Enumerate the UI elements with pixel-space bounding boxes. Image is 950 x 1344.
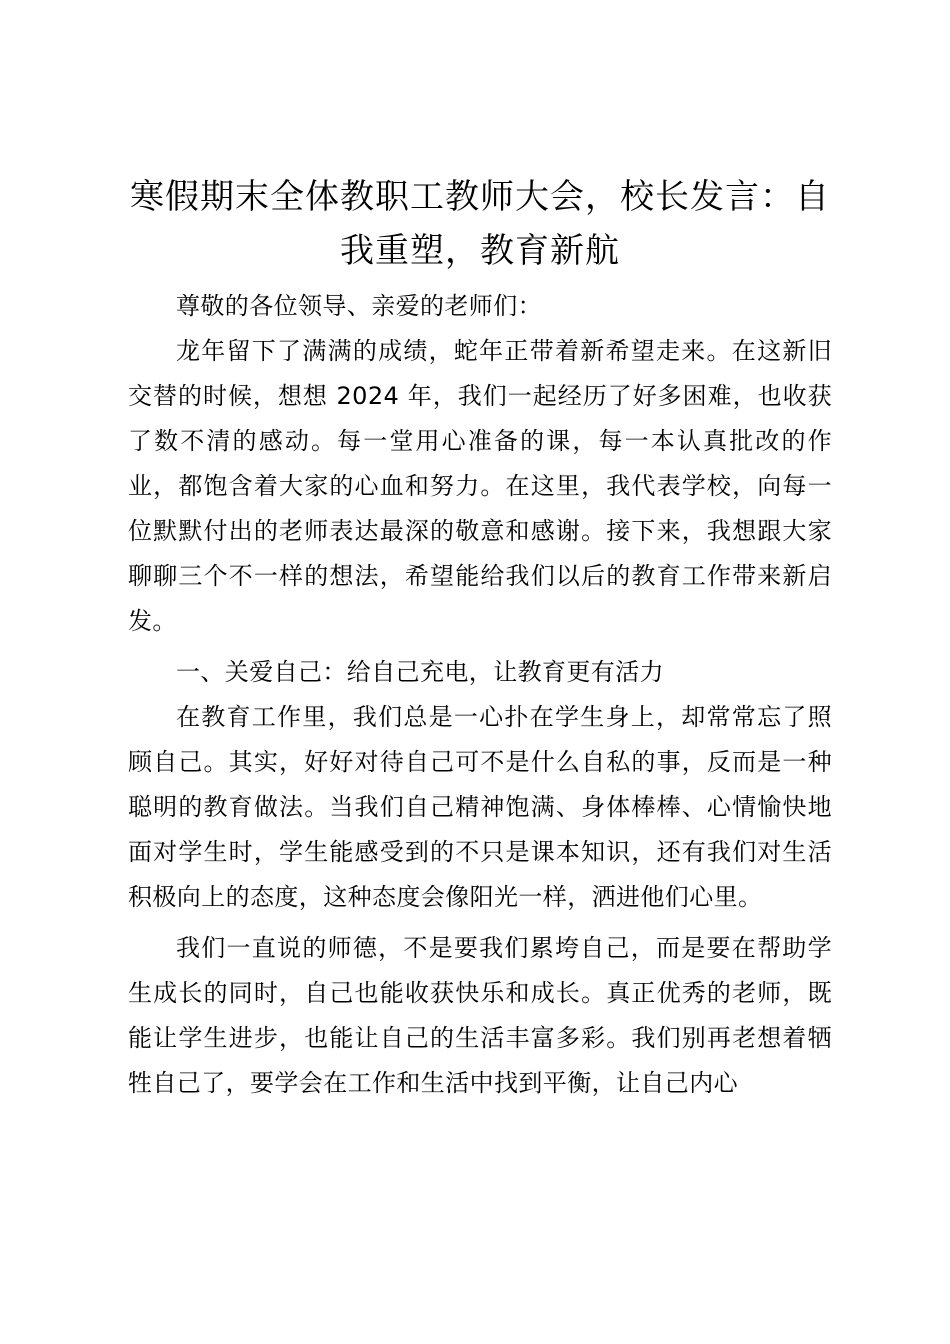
section-heading-1: 一、关爱自己：给自己充电，让教育更有活力 <box>176 658 664 686</box>
section1-paragraph-2: 我们一直说的师德，不是要我们累垮自己，而是要在帮助学生成长的同时，自己也能收获快乐和成长。真正优秀的老师，既能让学生进步，也能让自己的生活丰富多彩。我们别再老想着牺牲自己了，要学会在工作和生活中找到平衡，让自己内心 <box>128 934 832 1097</box>
document-title: 寒假期末全体教职工教师大会，校长发言：自我重塑，教育新航 <box>130 177 830 271</box>
salutation: 尊敬的各位领导、亲爱的老师们： <box>176 292 542 320</box>
intro-paragraph: 龙年留下了满满的成绩，蛇年正带着新希望走来。在这新旧交替的时候，想想 2024 年，我们一起经历了好多困难，也收获了数不清的感动。每一堂用心准备的课，每一本认真批改的作业，都饱含着大家的心血和努力。在这里，我代表学校，向每一位默默付出的老师表达最深的敬意和感谢。接下来，我想跟大家聊聊三个不一样的想法，希望能给我们以后的教育工作带来新启发。 <box>128 337 832 635</box>
document-page <box>128 170 832 1106</box>
section1-paragraph-1: 在教育工作里，我们总是一心扑在学生身上，却常常忘了照顾自己。其实，好好对待自己可不是什么自私的事，反而是一种聪明的教育做法。当我们自己精神饱满、身体棒棒、心情愉快地面对学生时，学生能感受到的不只是课本知识，还有我们对生活积极向上的态度，这种态度会像阳光一样，洒进他们心里。 <box>128 703 832 911</box>
